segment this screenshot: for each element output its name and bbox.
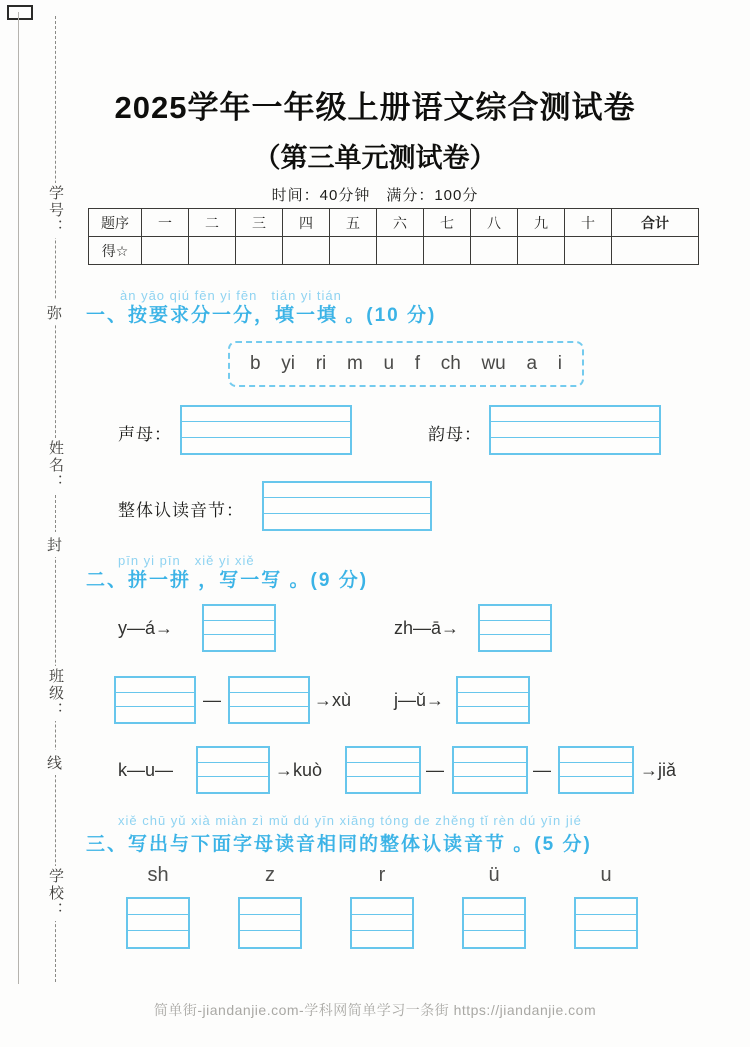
student-name-label: 姓名： [47,440,64,491]
total-label: 合计 [612,209,699,237]
zhengti-answer-grid[interactable] [262,481,432,531]
score-cell[interactable] [236,237,283,265]
zhengti-write-grid[interactable] [238,897,302,949]
shengmu-answer-grid[interactable] [180,405,352,455]
dash-connector: — [426,760,444,780]
spell-answer-grid[interactable] [456,676,530,724]
site-watermark: 简单街-jiandanjie.com-学科网简单学习一条街 https://jiandanjie.com [153,1002,597,1018]
spell-expression: →kuò [275,760,323,780]
score-table-score-row [89,237,699,265]
score-cell[interactable] [565,237,612,265]
score-cell[interactable] [189,237,236,265]
section3-pinyin: xiě chū yǔ xià miàn zì mǔ dú yīn xiāng tóng de zhěng tǐ rèn dú yīn jié [118,813,582,828]
zhengti-write-grid[interactable] [462,897,526,949]
seal-char-feng: 封 [47,532,62,557]
section2-title: 二、拼一拼 ，写一写 。(9 分) [86,570,369,591]
score-cell[interactable] [424,237,471,265]
bank-letter: u [383,353,395,374]
score-col-4: 四 [283,209,330,237]
bank-letter: m [346,353,363,374]
spell-expression: zh—ā→ [394,618,460,638]
corner-registration-mark [7,5,33,20]
spell-answer-grid[interactable] [452,746,528,794]
letter-bank [228,341,584,387]
score-col-3: 三 [236,209,283,237]
dash-connector: — [533,760,551,780]
class-label: 班级： [47,668,64,719]
page-subtitle: （第三单元测试卷） [253,143,497,173]
prompt-letter: sh [147,864,169,886]
score-table-header-row [89,209,699,237]
score-table [88,208,699,265]
zhengti-write-grid[interactable] [126,897,190,949]
zhengti-write-grid[interactable] [574,897,638,949]
section1-pinyin: àn yāo qiú fēn yi fēn tián yi tián [120,288,342,303]
score-col-8: 八 [471,209,518,237]
zhengti-label: 整体认读音节： [118,501,244,520]
score-col-2: 二 [189,209,236,237]
score-cell[interactable] [330,237,377,265]
score-cell[interactable] [377,237,424,265]
spell-expression: →xù [314,690,352,710]
score-col-6: 六 [377,209,424,237]
seal-char-xian: 线 [47,750,62,775]
spell-answer-grid[interactable] [196,746,270,794]
bank-letter: b [250,353,261,374]
score-cell[interactable] [283,237,330,265]
section3-column [550,864,662,949]
bank-letter: ch [440,353,461,374]
score-col-5: 五 [330,209,377,237]
prompt-letter: z [265,864,275,886]
score-col-9: 九 [518,209,565,237]
time-score-meta: 时间：40分钟 满分：100分 [271,187,479,204]
section3-column [326,864,438,949]
score-star-label: 得☆ [89,237,142,265]
seal-char-mi: 弥 [47,300,62,325]
bank-letter: wu [481,353,506,374]
score-cell[interactable] [471,237,518,265]
section3-columns [102,864,662,949]
bank-letter: i [557,353,562,374]
spell-expression: y—á→ [118,618,174,638]
bank-letter: ri [315,353,327,374]
spell-answer-grid[interactable] [114,676,196,724]
score-cell[interactable] [518,237,565,265]
spell-expression: k—u— [118,760,174,780]
yunmu-answer-grid[interactable] [489,405,661,455]
shengmu-label: 声母： [118,425,172,444]
section2-pinyin: pīn yi pīn xiě yi xiě [118,553,255,568]
score-col-10: 十 [565,209,612,237]
dash-connector: — [203,690,221,710]
section3-column [102,864,214,949]
school-label: 学校： [47,868,64,919]
section3-title: 三、写出与下面字母读音相同的整体认读音节 。(5 分) [86,834,592,855]
question-order-label: 题序 [89,209,142,237]
bank-letter: yi [281,353,295,374]
score-col-7: 七 [424,209,471,237]
spell-expression: j—ǔ→ [394,690,445,710]
spell-answer-grid[interactable] [345,746,421,794]
section3-column [438,864,550,949]
score-col-1: 一 [142,209,189,237]
spell-expression: →jiǎ [640,760,677,780]
zhengti-write-grid[interactable] [350,897,414,949]
page-title: 2025学年一年级上册语文综合测试卷 [114,90,636,125]
spell-answer-grid[interactable] [558,746,634,794]
section1-title: 一、按要求分一分，填一填 。(10 分) [86,305,437,326]
section3-column [214,864,326,949]
prompt-letter: r [378,864,386,886]
spell-answer-grid[interactable] [228,676,310,724]
bank-letter: f [414,353,420,374]
yunmu-label: 韵母： [428,425,482,444]
spell-answer-grid[interactable] [478,604,552,652]
prompt-letter: u [600,864,612,886]
spell-answer-grid[interactable] [202,604,276,652]
bank-letter: a [526,353,538,374]
student-id-label: 学号： [47,185,64,236]
prompt-letter: ü [488,864,500,886]
score-cell-total[interactable] [612,237,699,265]
score-cell[interactable] [142,237,189,265]
